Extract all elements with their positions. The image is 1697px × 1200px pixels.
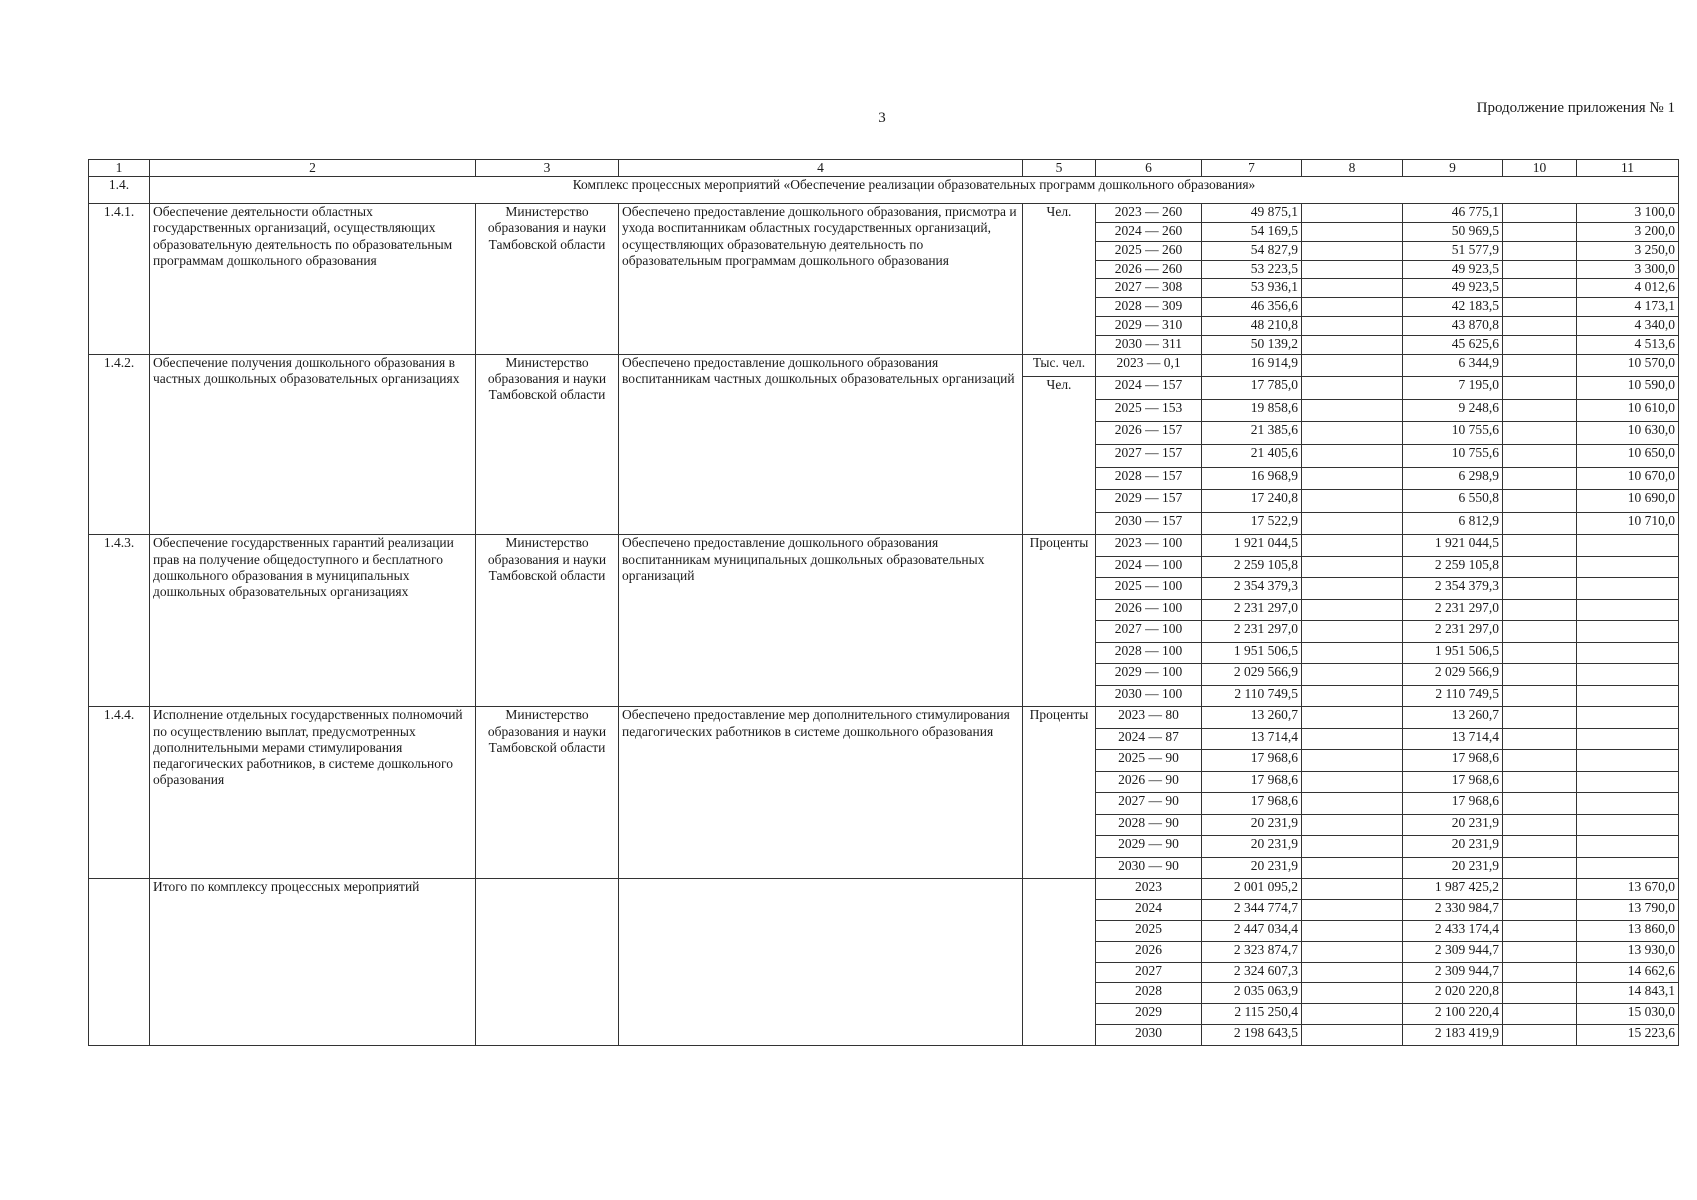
total-amount-cell: 53 223,5: [1202, 260, 1302, 279]
local-amount-cell: [1503, 707, 1577, 729]
extra-amount-cell: [1577, 707, 1679, 729]
measure-code: 1.4.1.: [89, 204, 150, 354]
regional-amount-cell: 17 968,6: [1403, 771, 1503, 793]
local-amount-cell: [1503, 316, 1577, 335]
unit-cell: Проценты: [1023, 535, 1096, 707]
year-target-cell: 2029 — 90: [1096, 836, 1202, 858]
total-amount-cell: 2 324 607,3: [1202, 962, 1302, 983]
local-amount-cell: [1503, 836, 1577, 858]
regional-amount-cell: 20 231,9: [1403, 857, 1503, 879]
extra-amount-cell: 10 650,0: [1577, 444, 1679, 467]
year-target-cell: 2028 — 100: [1096, 642, 1202, 664]
extra-amount-cell: 10 630,0: [1577, 422, 1679, 445]
federal-amount-cell: [1302, 222, 1403, 241]
total-amount-cell: 54 827,9: [1202, 241, 1302, 260]
federal-amount-cell: [1302, 599, 1403, 621]
federal-amount-cell: [1302, 814, 1403, 836]
year-target-cell: 2024 — 87: [1096, 728, 1202, 750]
federal-amount-cell: [1302, 260, 1403, 279]
extra-amount-cell: 10 690,0: [1577, 490, 1679, 513]
section-row: [89, 177, 1679, 204]
federal-amount-cell: [1302, 728, 1403, 750]
regional-amount-cell: 2 100 220,4: [1403, 1004, 1503, 1025]
section-title: Комплекс процессных мероприятий «Обеспечение реализации образовательных программ дошкольного образования»: [150, 177, 1679, 204]
regional-amount-cell: 1 987 425,2: [1403, 879, 1503, 900]
regional-amount-cell: 13 714,4: [1403, 728, 1503, 750]
extra-amount-cell: [1577, 750, 1679, 772]
regional-amount-cell: 42 183,5: [1403, 298, 1503, 317]
federal-amount-cell: [1302, 422, 1403, 445]
extra-amount-cell: 4 012,6: [1577, 279, 1679, 298]
federal-amount-cell: [1302, 335, 1403, 354]
extra-amount-cell: [1577, 621, 1679, 643]
regional-amount-cell: 2 231 297,0: [1403, 621, 1503, 643]
year-target-cell: 2027 — 90: [1096, 793, 1202, 815]
extra-amount-cell: [1577, 728, 1679, 750]
total-amount-cell: 2 344 774,7: [1202, 900, 1302, 921]
regional-amount-cell: 43 870,8: [1403, 316, 1503, 335]
measure-code: [89, 879, 150, 1045]
local-amount-cell: [1503, 260, 1577, 279]
extra-amount-cell: [1577, 685, 1679, 707]
federal-amount-cell: [1302, 941, 1403, 962]
total-amount-cell: 53 936,1: [1202, 279, 1302, 298]
year-target-cell: 2029 — 310: [1096, 316, 1202, 335]
local-amount-cell: [1503, 535, 1577, 557]
regional-amount-cell: 10 755,6: [1403, 422, 1503, 445]
total-amount-cell: 2 354 379,3: [1202, 578, 1302, 600]
extra-amount-cell: 4 340,0: [1577, 316, 1679, 335]
measure-executor: [476, 879, 619, 1045]
total-amount-cell: 21 405,6: [1202, 444, 1302, 467]
local-amount-cell: [1503, 750, 1577, 772]
total-amount-cell: 17 968,6: [1202, 793, 1302, 815]
regional-amount-cell: 17 968,6: [1403, 750, 1503, 772]
year-target-cell: 2024 — 100: [1096, 556, 1202, 578]
extra-amount-cell: [1577, 535, 1679, 557]
extra-amount-cell: [1577, 664, 1679, 686]
year-target-cell: 2023 — 260: [1096, 204, 1202, 223]
local-amount-cell: [1503, 399, 1577, 422]
regional-amount-cell: 6 344,9: [1403, 354, 1503, 377]
year-target-cell: 2026 — 90: [1096, 771, 1202, 793]
local-amount-cell: [1503, 222, 1577, 241]
extra-amount-cell: [1577, 642, 1679, 664]
regional-amount-cell: 2 110 749,5: [1403, 685, 1503, 707]
column-header: 2: [150, 160, 476, 177]
extra-amount-cell: [1577, 793, 1679, 815]
regional-amount-cell: 7 195,0: [1403, 377, 1503, 400]
column-header: 9: [1403, 160, 1503, 177]
column-number-header: [89, 160, 1679, 177]
column-header: 1: [89, 160, 150, 177]
extra-amount-cell: 13 860,0: [1577, 920, 1679, 941]
local-amount-cell: [1503, 512, 1577, 535]
measure-executor: Министерство образования и науки Тамбовской области: [476, 354, 619, 535]
extra-amount-cell: 10 590,0: [1577, 377, 1679, 400]
extra-amount-cell: 3 300,0: [1577, 260, 1679, 279]
regional-amount-cell: 2 433 174,4: [1403, 920, 1503, 941]
local-amount-cell: [1503, 900, 1577, 921]
extra-amount-cell: 3 100,0: [1577, 204, 1679, 223]
total-amount-cell: 2 323 874,7: [1202, 941, 1302, 962]
total-amount-cell: 17 968,6: [1202, 771, 1302, 793]
total-amount-cell: 17 240,8: [1202, 490, 1302, 513]
federal-amount-cell: [1302, 535, 1403, 557]
local-amount-cell: [1503, 298, 1577, 317]
year-target-cell: 2030 — 90: [1096, 857, 1202, 879]
regional-amount-cell: 1 921 044,5: [1403, 535, 1503, 557]
total-amount-cell: 17 968,6: [1202, 750, 1302, 772]
local-amount-cell: [1503, 771, 1577, 793]
column-header: 4: [619, 160, 1023, 177]
federal-amount-cell: [1302, 857, 1403, 879]
extra-amount-cell: [1577, 578, 1679, 600]
local-amount-cell: [1503, 556, 1577, 578]
local-amount-cell: [1503, 467, 1577, 490]
federal-amount-cell: [1302, 962, 1403, 983]
total-amount-cell: 2 198 643,5: [1202, 1024, 1302, 1045]
measure-name: Исполнение отдельных государственных полномочий по осуществлению выплат, предусмотренных дополнительными мерами стимулирования педагогических работников, в системе дошкольного образования: [150, 707, 476, 879]
local-amount-cell: [1503, 279, 1577, 298]
unit-cell: Чел.: [1023, 377, 1096, 535]
measure-executor: Министерство образования и науки Тамбовской области: [476, 707, 619, 879]
local-amount-cell: [1503, 728, 1577, 750]
total-amount-cell: 13 260,7: [1202, 707, 1302, 729]
column-header: 8: [1302, 160, 1403, 177]
year-target-cell: 2023 — 100: [1096, 535, 1202, 557]
column-header: 7: [1202, 160, 1302, 177]
regional-amount-cell: 20 231,9: [1403, 836, 1503, 858]
local-amount-cell: [1503, 685, 1577, 707]
extra-amount-cell: 3 250,0: [1577, 241, 1679, 260]
federal-amount-cell: [1302, 204, 1403, 223]
local-amount-cell: [1503, 1024, 1577, 1045]
year-target-cell: 2025 — 260: [1096, 241, 1202, 260]
total-amount-cell: 1 921 044,5: [1202, 535, 1302, 557]
regional-amount-cell: 2 029 566,9: [1403, 664, 1503, 686]
federal-amount-cell: [1302, 298, 1403, 317]
measure-name: Обеспечение получения дошкольного образования в частных дошкольных образовательных организациях: [150, 354, 476, 535]
regional-amount-cell: 45 625,6: [1403, 335, 1503, 354]
year-target-cell: 2028 — 309: [1096, 298, 1202, 317]
federal-amount-cell: [1302, 377, 1403, 400]
column-header: 11: [1577, 160, 1679, 177]
local-amount-cell: [1503, 941, 1577, 962]
local-amount-cell: [1503, 490, 1577, 513]
measure-result: Обеспечено предоставление дошкольного образования воспитанникам муниципальных дошкольных образовательных организаций: [619, 535, 1023, 707]
regional-amount-cell: 9 248,6: [1403, 399, 1503, 422]
year-target-cell: 2023 — 80: [1096, 707, 1202, 729]
regional-amount-cell: 2 183 419,9: [1403, 1024, 1503, 1045]
regional-amount-cell: 2 309 944,7: [1403, 941, 1503, 962]
federal-amount-cell: [1302, 399, 1403, 422]
regional-amount-cell: 20 231,9: [1403, 814, 1503, 836]
year-target-cell: 2027 — 157: [1096, 444, 1202, 467]
year-target-cell: 2023: [1096, 879, 1202, 900]
regional-amount-cell: 13 260,7: [1403, 707, 1503, 729]
regional-amount-cell: 6 550,8: [1403, 490, 1503, 513]
local-amount-cell: [1503, 664, 1577, 686]
regional-amount-cell: 10 755,6: [1403, 444, 1503, 467]
year-target-cell: 2024 — 157: [1096, 377, 1202, 400]
federal-amount-cell: [1302, 771, 1403, 793]
federal-amount-cell: [1302, 467, 1403, 490]
extra-amount-cell: 10 670,0: [1577, 467, 1679, 490]
regional-amount-cell: 6 298,9: [1403, 467, 1503, 490]
year-target-cell: 2030: [1096, 1024, 1202, 1045]
extra-amount-cell: [1577, 836, 1679, 858]
column-header: 5: [1023, 160, 1096, 177]
federal-amount-cell: [1302, 1024, 1403, 1045]
federal-amount-cell: [1302, 793, 1403, 815]
unit-cell: Чел.: [1023, 204, 1096, 354]
year-target-cell: 2029 — 157: [1096, 490, 1202, 513]
federal-amount-cell: [1302, 556, 1403, 578]
extra-amount-cell: [1577, 556, 1679, 578]
local-amount-cell: [1503, 879, 1577, 900]
page-number: 3: [878, 110, 886, 126]
total-amount-cell: 2 029 566,9: [1202, 664, 1302, 686]
federal-amount-cell: [1302, 900, 1403, 921]
federal-amount-cell: [1302, 279, 1403, 298]
year-target-cell: 2026 — 157: [1096, 422, 1202, 445]
extra-amount-cell: [1577, 599, 1679, 621]
regional-amount-cell: 2 231 297,0: [1403, 599, 1503, 621]
local-amount-cell: [1503, 920, 1577, 941]
year-target-cell: 2027 — 308: [1096, 279, 1202, 298]
continuation-note: Продолжение приложения № 1: [1476, 100, 1675, 116]
total-amount-cell: 2 231 297,0: [1202, 599, 1302, 621]
local-amount-cell: [1503, 578, 1577, 600]
measure-executor: Министерство образования и науки Тамбовской области: [476, 535, 619, 707]
federal-amount-cell: [1302, 1004, 1403, 1025]
measure-code: 1.4.3.: [89, 535, 150, 707]
year-target-cell: 2026: [1096, 941, 1202, 962]
year-target-cell: 2025: [1096, 920, 1202, 941]
regional-amount-cell: 51 577,9: [1403, 241, 1503, 260]
local-amount-cell: [1503, 422, 1577, 445]
measures-table: [88, 159, 1679, 1046]
total-amount-cell: 50 139,2: [1202, 335, 1302, 354]
year-target-cell: 2027: [1096, 962, 1202, 983]
extra-amount-cell: 3 200,0: [1577, 222, 1679, 241]
federal-amount-cell: [1302, 354, 1403, 377]
federal-amount-cell: [1302, 316, 1403, 335]
measure-code: 1.4.4.: [89, 707, 150, 879]
total-amount-cell: 2 001 095,2: [1202, 879, 1302, 900]
year-target-cell: 2030 — 311: [1096, 335, 1202, 354]
total-amount-cell: 46 356,6: [1202, 298, 1302, 317]
year-target-cell: 2023 — 0,1: [1096, 354, 1202, 377]
local-amount-cell: [1503, 962, 1577, 983]
measure-name: Итого по комплексу процессных мероприятий: [150, 879, 476, 1045]
year-target-cell: 2030 — 100: [1096, 685, 1202, 707]
total-amount-cell: 2 110 749,5: [1202, 685, 1302, 707]
measure-row: [89, 535, 1679, 557]
regional-amount-cell: 6 812,9: [1403, 512, 1503, 535]
local-amount-cell: [1503, 642, 1577, 664]
total-amount-cell: 2 447 034,4: [1202, 920, 1302, 941]
extra-amount-cell: 10 610,0: [1577, 399, 1679, 422]
year-target-cell: 2026 — 100: [1096, 599, 1202, 621]
extra-amount-cell: [1577, 857, 1679, 879]
local-amount-cell: [1503, 599, 1577, 621]
federal-amount-cell: [1302, 578, 1403, 600]
extra-amount-cell: 10 710,0: [1577, 512, 1679, 535]
total-amount-cell: 21 385,6: [1202, 422, 1302, 445]
local-amount-cell: [1503, 814, 1577, 836]
total-amount-cell: 2 231 297,0: [1202, 621, 1302, 643]
year-target-cell: 2030 — 157: [1096, 512, 1202, 535]
federal-amount-cell: [1302, 512, 1403, 535]
total-amount-cell: 16 914,9: [1202, 354, 1302, 377]
year-target-cell: 2025 — 153: [1096, 399, 1202, 422]
regional-amount-cell: 2 309 944,7: [1403, 962, 1503, 983]
local-amount-cell: [1503, 377, 1577, 400]
year-target-cell: 2026 — 260: [1096, 260, 1202, 279]
measure-executor: Министерство образования и науки Тамбовской области: [476, 204, 619, 354]
federal-amount-cell: [1302, 983, 1403, 1004]
extra-amount-cell: 13 930,0: [1577, 941, 1679, 962]
total-amount-cell: 16 968,9: [1202, 467, 1302, 490]
regional-amount-cell: 49 923,5: [1403, 279, 1503, 298]
measure-result: Обеспечено предоставление мер дополнительного стимулирования педагогических работников в системе дошкольного образования: [619, 707, 1023, 879]
total-amount-cell: 20 231,9: [1202, 814, 1302, 836]
regional-amount-cell: 2 354 379,3: [1403, 578, 1503, 600]
local-amount-cell: [1503, 621, 1577, 643]
unit-cell: Тыс. чел.: [1023, 354, 1096, 377]
local-amount-cell: [1503, 444, 1577, 467]
regional-amount-cell: 17 968,6: [1403, 793, 1503, 815]
regional-amount-cell: 2 330 984,7: [1403, 900, 1503, 921]
federal-amount-cell: [1302, 836, 1403, 858]
total-row: [89, 879, 1679, 900]
measure-row: [89, 707, 1679, 729]
measure-result: Обеспечено предоставление дошкольного образования воспитанникам частных дошкольных образовательных организаций: [619, 354, 1023, 535]
extra-amount-cell: 4 513,6: [1577, 335, 1679, 354]
measure-row: [89, 204, 1679, 223]
total-amount-cell: 13 714,4: [1202, 728, 1302, 750]
total-amount-cell: 1 951 506,5: [1202, 642, 1302, 664]
measure-name: Обеспечение государственных гарантий реализации прав на получение общедоступного и бесплатного дошкольного образования в муниципальных дошкольных образовательных организациях: [150, 535, 476, 707]
federal-amount-cell: [1302, 920, 1403, 941]
year-target-cell: 2029: [1096, 1004, 1202, 1025]
federal-amount-cell: [1302, 642, 1403, 664]
regional-amount-cell: 2 259 105,8: [1403, 556, 1503, 578]
local-amount-cell: [1503, 241, 1577, 260]
extra-amount-cell: 13 790,0: [1577, 900, 1679, 921]
year-target-cell: 2024 — 260: [1096, 222, 1202, 241]
regional-amount-cell: 50 969,5: [1403, 222, 1503, 241]
regional-amount-cell: 49 923,5: [1403, 260, 1503, 279]
unit-cell: [1023, 879, 1096, 1045]
federal-amount-cell: [1302, 685, 1403, 707]
extra-amount-cell: 14 843,1: [1577, 983, 1679, 1004]
extra-amount-cell: 4 173,1: [1577, 298, 1679, 317]
total-amount-cell: 20 231,9: [1202, 836, 1302, 858]
extra-amount-cell: 14 662,6: [1577, 962, 1679, 983]
total-amount-cell: 2 259 105,8: [1202, 556, 1302, 578]
total-amount-cell: 48 210,8: [1202, 316, 1302, 335]
federal-amount-cell: [1302, 241, 1403, 260]
year-target-cell: 2028 — 157: [1096, 467, 1202, 490]
column-header: 6: [1096, 160, 1202, 177]
extra-amount-cell: 10 570,0: [1577, 354, 1679, 377]
measure-name: Обеспечение деятельности областных государственных организаций, осуществляющих образовательную деятельность по образовательным программам дошкольного образования: [150, 204, 476, 354]
extra-amount-cell: 13 670,0: [1577, 879, 1679, 900]
unit-cell: Проценты: [1023, 707, 1096, 879]
local-amount-cell: [1503, 1004, 1577, 1025]
section-code: 1.4.: [89, 177, 150, 204]
extra-amount-cell: 15 030,0: [1577, 1004, 1679, 1025]
federal-amount-cell: [1302, 444, 1403, 467]
local-amount-cell: [1503, 204, 1577, 223]
column-header: 10: [1503, 160, 1577, 177]
extra-amount-cell: [1577, 814, 1679, 836]
total-amount-cell: 19 858,6: [1202, 399, 1302, 422]
total-amount-cell: 17 785,0: [1202, 377, 1302, 400]
local-amount-cell: [1503, 793, 1577, 815]
column-header: 3: [476, 160, 619, 177]
federal-amount-cell: [1302, 750, 1403, 772]
year-target-cell: 2025 — 100: [1096, 578, 1202, 600]
total-amount-cell: 20 231,9: [1202, 857, 1302, 879]
federal-amount-cell: [1302, 664, 1403, 686]
measure-result: Обеспечено предоставление дошкольного образования, присмотра и ухода воспитанникам областных государственных организаций, осуществляющих образовательную деятельность по образовательным программам дошкольного образования: [619, 204, 1023, 354]
federal-amount-cell: [1302, 707, 1403, 729]
total-amount-cell: 2 035 063,9: [1202, 983, 1302, 1004]
measure-result: [619, 879, 1023, 1045]
year-target-cell: 2028: [1096, 983, 1202, 1004]
year-target-cell: 2024: [1096, 900, 1202, 921]
extra-amount-cell: 15 223,6: [1577, 1024, 1679, 1045]
local-amount-cell: [1503, 983, 1577, 1004]
regional-amount-cell: 1 951 506,5: [1403, 642, 1503, 664]
regional-amount-cell: 46 775,1: [1403, 204, 1503, 223]
year-target-cell: 2028 — 90: [1096, 814, 1202, 836]
extra-amount-cell: [1577, 771, 1679, 793]
total-amount-cell: 17 522,9: [1202, 512, 1302, 535]
total-amount-cell: 49 875,1: [1202, 204, 1302, 223]
local-amount-cell: [1503, 335, 1577, 354]
total-amount-cell: 2 115 250,4: [1202, 1004, 1302, 1025]
year-target-cell: 2025 — 90: [1096, 750, 1202, 772]
federal-amount-cell: [1302, 879, 1403, 900]
federal-amount-cell: [1302, 621, 1403, 643]
regional-amount-cell: 2 020 220,8: [1403, 983, 1503, 1004]
measure-code: 1.4.2.: [89, 354, 150, 535]
local-amount-cell: [1503, 354, 1577, 377]
total-amount-cell: 54 169,5: [1202, 222, 1302, 241]
federal-amount-cell: [1302, 490, 1403, 513]
measure-row: [89, 354, 1679, 377]
year-target-cell: 2027 — 100: [1096, 621, 1202, 643]
local-amount-cell: [1503, 857, 1577, 879]
year-target-cell: 2029 — 100: [1096, 664, 1202, 686]
